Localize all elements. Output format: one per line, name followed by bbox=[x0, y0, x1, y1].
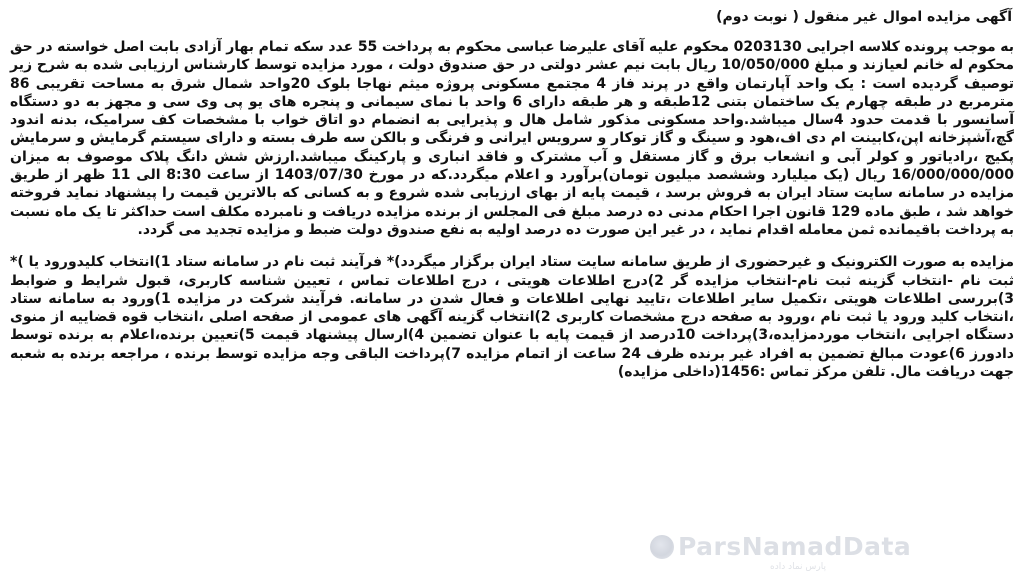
notice-title: آگهی مزایده اموال غیر منقول ( نوبت دوم) bbox=[716, 9, 1012, 25]
online-auction-instructions-paragraph: مزایده به صورت الکترونیک و غیرحضوری از طریق سامانه سایت ستاد ایران برگزار میگردد)* فرآیند ثبت نام در سامانه ستاد 1)انتخاب کلیدورود یا )* ثبت نام -انتخاب گزینه ثبت نام-انتخاب مزایده گر 2)درج اطلاعات هویتی ، درج اطلاعات تماس ، تعیین شناسه کاربری، قبول شرایط و ضوابط 3)بررسی اطلاعات هویتی ،تکمیل سایر اطلاعات ،تایید نهایی اطلاعات و فعال شدن در سامانه. فرآیند شرکت در مزایده 1)ورود به سامانه ستاد ،انتخاب کلید ورود یا ثبت نام ،ورود به صفحه درج مشخصات کاربری 2)انتخاب گزینه آگهی های عمومی از صفحه اصلی ،انتخاب قوه قضاییه از منوی دستگاه اجرایی ،انتخاب موردمزایده،3)پرداخت 10درصد از قیمت پایه با عنوان تضمین 4)ارسال پیشنهاد قیمت 5)تعیین برنده،اعلام به برنده توسط دادورز 6)عودت مبالغ تضمین به افراد غیر برنده ظرف 24 ساعت از اتمام مزایده 7)پرداخت الباقی وجه مزایده توسط برنده ، مراجعه برنده به شعبه جهت دریافت مال. تلفن مرکز تماس :1456(داخلی مزایده) bbox=[10, 254, 1015, 381]
watermark-brand-text: ParsNamadData bbox=[678, 532, 912, 561]
watermark-subtitle: پارس نماد داده bbox=[770, 562, 826, 572]
auction-description-paragraph: به موجب پرونده کلاسه اجرایی 0203130 محکوم علیه آقای علیرضا عباسی محکوم به پرداخت 55 عدد سکه تمام بهار آزادی بابت اصل خواسته در حق محکوم له خانم لعیازند و مبلغ 10/050/000 ریال بابت نیم عشر دولتی در حق صندوق دولت ، مورد مزایده توسط کارشناس ارزیابی شده به شرح زیر توصیف گردیده است : یک واحد آپارتمان واقع در پرند فاز 4 مجتمع مسکونی پروژه میثم نهاجا بلوک 20واحد شمال شرق به مساحت تقریبی 86 مترمربع در طبقه چهارم یک ساختمان بتنی 12طبقه و هر طبقه دارای 6 واحد با نمای سیمانی و پنجره های یو پی وی سی و مجهز به دو دستگاه آسانسور با قدمت حدود 4سال میباشد.واحد مسکونی مذکور شامل هال و پذیرایی به انضمام دو اتاق خواب با مشخصات کف سرامیک، بدنه اندود گچ،آشپزخانه اپن،کابینت ام دی اف،هود و سینگ و گاز توکار و سرویس ایرانی و فرنگی و بالکن سه طرف بسته و دارای سیستم گرمایش و سرمایش پکیج ،رادیاتور و کولر آبی و انشعاب برق و گاز مستقل و آب مشترک و فاقد انباری و پارکینگ میباشد.ارزش شش دانگ پلاک موصوف به میزان 16/000/000/000 ریال (یک میلیارد وششصد میلیون تومان)برآورد و اعلام میگردد.که در مورخ 1403/07/30 از ساعت 8:30 الی 11 ظهر از طریق مزایده در سامانه سایت ستاد ایران به فروش برسد ، قیمت پایه از بهای ارزیابی شده شروع و به کسانی که بالاترین قیمت را پیشنهاد نماید فروخته خواهد شد ، طبق ماده 129 قانون اجرا احکام مدنی ده درصد مبلغ فی المجلس از برنده مزایده دریافت و نامبرده مکلف است حداکثر تا یک ماه نسبت به پرداخت باقیمانده ثمن معامله اقدام نماید ، در غیر این صورت ده درصد اولیه به نفع صندوق دولت ضبط و مزایده تجدید می گردد. bbox=[10, 39, 1015, 238]
parsnamad-logo-icon bbox=[650, 535, 674, 559]
